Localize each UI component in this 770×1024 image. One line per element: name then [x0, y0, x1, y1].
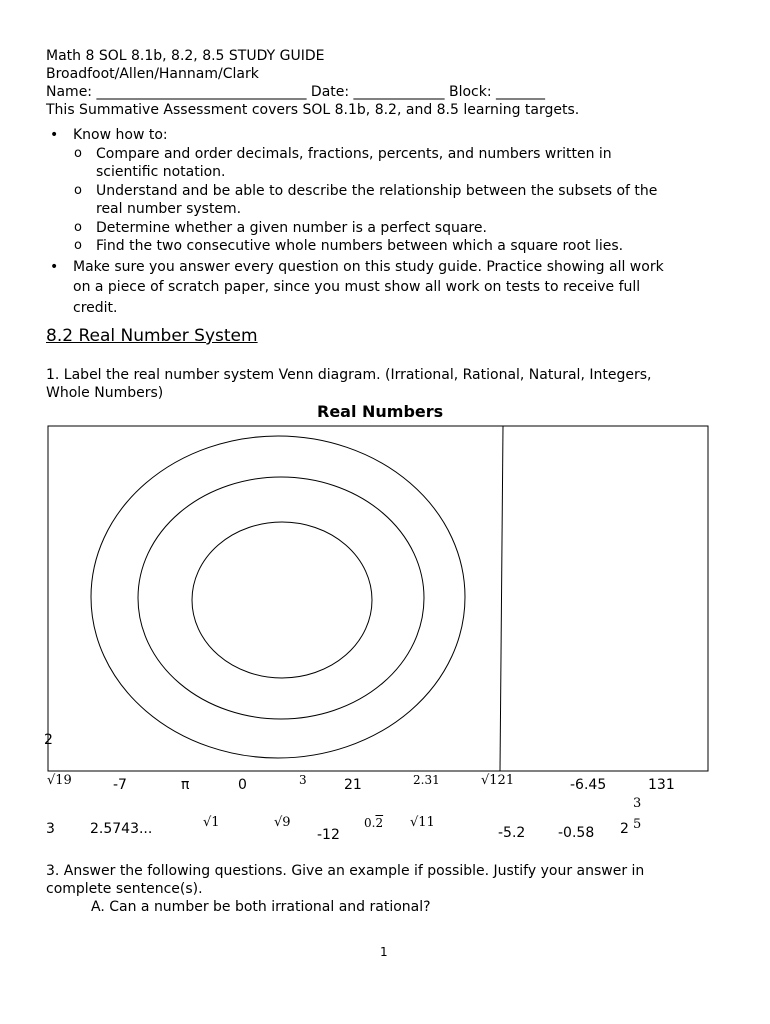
number-131: 131: [648, 777, 675, 793]
question-1-text-cont: Whole Numbers): [46, 385, 164, 401]
sub-glyph: o: [74, 183, 82, 198]
subitem-text: Understand and be able to describe the relationship between the subsets of the: [96, 183, 658, 199]
integers-ellipse: [138, 477, 424, 719]
authors: Broadfoot/Allen/Hannam/Clark: [46, 66, 259, 82]
venn-title: Real Numbers: [317, 402, 444, 421]
number-neg7: -7: [113, 777, 127, 793]
sub-glyph: o: [74, 220, 82, 235]
page-number: 1: [380, 945, 388, 959]
number-pi: π: [181, 777, 190, 793]
name-date-block-line: Name: ______________________________ Date: _____________ Block: _______: [46, 84, 546, 100]
number-repeating-0-2: [364, 816, 383, 830]
number-three-small: 3: [299, 773, 307, 787]
intro-text: This Summative Assessment covers SOL 8.1b, 8.2, and 8.5 learning targets.: [46, 102, 580, 118]
number-three: 3: [46, 821, 55, 837]
number-neg0-58: -0.58: [558, 825, 595, 841]
number-neg6-45: -6.45: [570, 777, 607, 793]
sub-glyph: o: [74, 146, 82, 161]
number-neg5-2: -5.2: [498, 825, 526, 841]
irrational-divider: [500, 426, 503, 771]
question-3-text-cont: complete sentence(s).: [46, 881, 203, 897]
number-sqrt9: √9: [274, 815, 291, 830]
number-sqrt11: √11: [410, 815, 435, 830]
mixed-number-whole: 2: [620, 821, 629, 837]
question-3-part-a: A. Can a number be both irrational and rational?: [91, 899, 431, 915]
number-2-31: 2.31: [413, 773, 440, 787]
repeating-base: 0.: [364, 816, 376, 830]
subitem-text-cont: real number system.: [96, 201, 242, 217]
number-zero: 0: [238, 777, 247, 793]
doc-title: Math 8 SOL 8.1b, 8.2, 8.5 STUDY GUIDE: [46, 48, 325, 64]
bullet-text: Make sure you answer every question on this study guide. Practice showing all work: [73, 259, 664, 275]
mixed-number-numerator: 3: [633, 796, 642, 811]
number-sqrt19: √19: [47, 773, 72, 788]
number-21: 21: [344, 777, 362, 793]
subitem-text-cont: scientific notation.: [96, 164, 226, 180]
question-1-text: 1. Label the real number system Venn diagram. (Irrational, Rational, Natural, Integers,: [46, 367, 652, 383]
bullet-glyph: •: [50, 127, 59, 143]
subitem-text: Determine whether a given number is a perfect square.: [96, 220, 487, 236]
rational-ellipse: [91, 436, 465, 758]
number-neg12: -12: [317, 827, 340, 843]
bullet-text-cont: on a piece of scratch paper, since you must show all work on tests to receive full: [73, 279, 641, 295]
whole-ellipse: [192, 522, 372, 678]
repeating-digit: 2: [375, 816, 384, 830]
sub-glyph: o: [74, 238, 82, 253]
subitem-text: Find the two consecutive whole numbers between which a square root lies.: [96, 238, 624, 254]
question-3-text: 3. Answer the following questions. Give an example if possible. Justify your answer in: [46, 863, 645, 879]
number-2-5743: 2.5743...: [90, 821, 153, 837]
number-sqrt121: √121: [481, 773, 515, 788]
real-numbers-box: [48, 426, 708, 771]
subitem-text: Compare and order decimals, fractions, percents, and numbers written in: [96, 146, 612, 162]
section-heading: 8.2 Real Number System: [46, 326, 258, 346]
number-sqrt1: √1: [203, 815, 220, 830]
mixed-number-denominator: 5: [633, 817, 642, 832]
bullet-glyph: •: [50, 259, 59, 275]
bullet-text-cont: credit.: [73, 300, 118, 316]
hidden-question-number: 2: [44, 732, 53, 748]
bullet-text: Know how to:: [73, 127, 168, 143]
